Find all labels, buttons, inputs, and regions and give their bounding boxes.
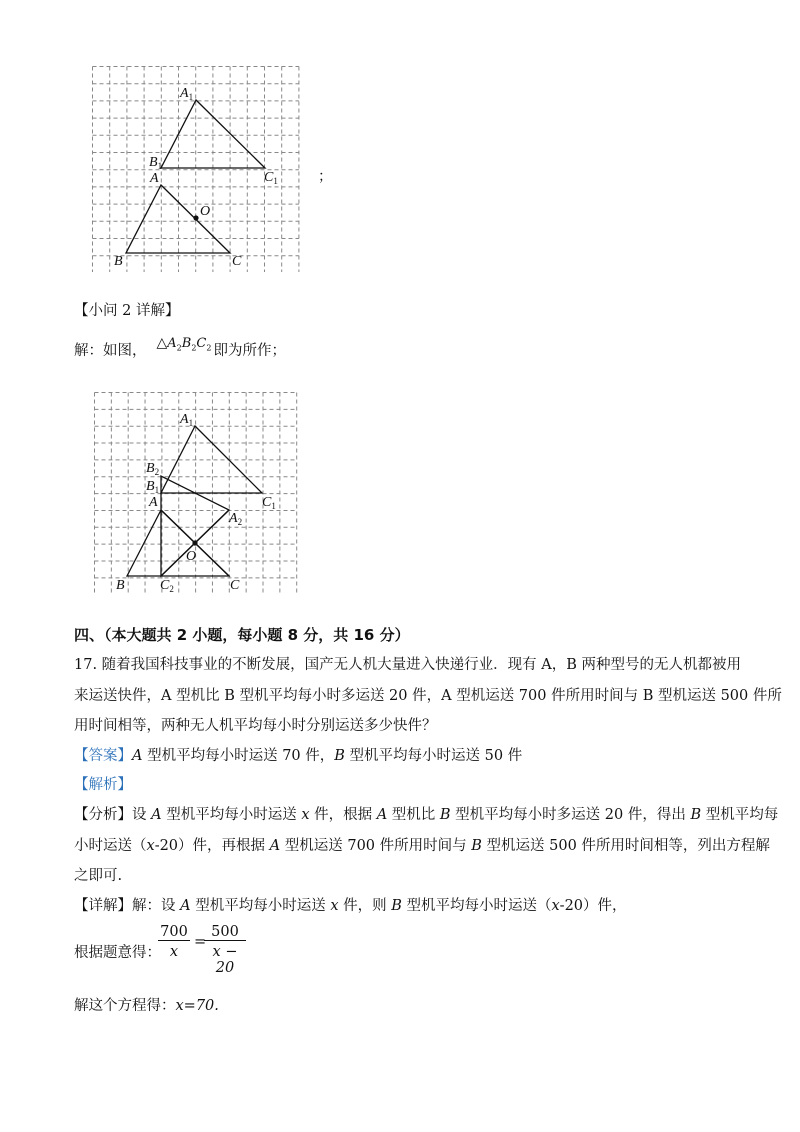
q17-line-3: 用时间相等，两种无人机平均每小时分别运送多少快件？	[74, 718, 437, 734]
text-run: A	[376, 807, 388, 823]
label-a1: $A_1$	[180, 86, 194, 102]
text-run: -20）件，	[559, 898, 627, 914]
answer-tag: 【答案】	[74, 748, 132, 764]
text-run: 型机平均每小时运送 50 件	[344, 748, 523, 764]
label-c: C	[230, 578, 240, 593]
text-run: 件，则	[338, 898, 392, 914]
left-numerator: 700	[160, 924, 188, 940]
triangle-abc	[127, 510, 229, 576]
text-run: 型机平均每小时运送	[161, 807, 302, 823]
text-run: 型机运送 500 件所用时间相等，列出方程解	[481, 838, 770, 854]
subquestion-2-title: 【小问 2 详解】	[74, 303, 180, 319]
solve-prefix: 解这个方程得：	[74, 998, 176, 1014]
label-a: A	[150, 171, 159, 186]
text-run: -20）件，再根据	[154, 838, 270, 854]
equation-right-fraction	[204, 924, 246, 976]
right-numerator: 500	[211, 924, 239, 940]
text-run: 小时运送（	[74, 838, 147, 854]
analysis-tag: 【解析】	[74, 777, 132, 793]
text-run: B	[690, 807, 702, 823]
label-a2: $A_2$	[229, 511, 243, 527]
solution-suffix: 即为所作；	[213, 343, 286, 359]
text-run: 型机平均每小时多运送 20 件，得出	[450, 807, 691, 823]
label-c1: $C_1$	[262, 495, 276, 511]
left-denominator: x	[158, 940, 190, 960]
text-run: B	[439, 807, 451, 823]
text-run: B	[334, 748, 345, 764]
label-b: B	[114, 254, 123, 269]
text-run: A	[269, 838, 281, 854]
label-c: C	[232, 254, 242, 269]
label-o: O	[200, 204, 211, 219]
point-o	[192, 540, 197, 545]
figure-1-grid-diagram	[92, 66, 307, 272]
label-b: B	[116, 578, 125, 593]
label-a1: $A_1$	[180, 412, 194, 428]
analysis-line-3: 之即可.	[74, 868, 123, 884]
label-c2: $C_2$	[160, 578, 174, 594]
text-run: 型机比	[387, 807, 440, 823]
detail-line	[74, 899, 627, 914]
right-denominator: x − 20	[204, 940, 246, 976]
text-run: A	[132, 748, 143, 764]
text-run: x	[146, 838, 155, 854]
text-run: 【分析】设	[74, 807, 152, 823]
text-run: B	[471, 838, 482, 854]
text-run: A	[151, 807, 162, 823]
label-o: O	[186, 549, 197, 564]
text-run: 【详解】解：设	[74, 898, 181, 914]
text-run: 型机运送 700 件所用时间与	[280, 838, 472, 854]
text-run: 型机平均每小时运送（	[401, 898, 552, 914]
text-run: 型机平均每	[701, 807, 779, 823]
text-run: B	[391, 898, 402, 914]
text-run: A	[180, 898, 191, 914]
q17-line-2: 来运送快件，A 型机比 B 型机平均每小时多运送 20 件，A 型机运送 700 件所用时间与 B 型机运送 500 件所	[74, 688, 782, 704]
analysis-line-2	[74, 839, 770, 854]
text-run: x	[301, 807, 310, 823]
answer-text	[132, 748, 522, 764]
equation-left-fraction	[158, 924, 190, 960]
label-b1: $B_1$	[149, 155, 163, 171]
solution-line	[74, 335, 286, 361]
equals-sign: =	[194, 934, 207, 950]
figure-2-grid-diagram	[94, 392, 298, 594]
text-run: 件，根据	[309, 807, 377, 823]
label-c1: $C_1$	[264, 170, 278, 186]
text-run: x	[330, 898, 339, 914]
figure-1-trailing-mark: ；	[318, 169, 333, 185]
solution-prefix: 解：如图，	[74, 343, 147, 359]
triangle-symbol: △	[156, 335, 168, 351]
triangle-name: $A_2B_2C_2$	[167, 336, 212, 353]
text-run: 型机平均每小时运送	[190, 898, 331, 914]
section-4-heading: 四、（本大题共 2 小题，每小题 8 分，共 16 分）	[74, 626, 410, 644]
q17-line-1: 17. 随着我国科技事业的不断发展，国产无人机大量进入快递行业．现有 A，B 两种型号的无人机都被用	[74, 657, 742, 673]
answer-line	[74, 749, 522, 764]
label-b1: $B_1$	[146, 479, 160, 495]
solve-line	[74, 999, 219, 1014]
label-a: A	[149, 495, 158, 510]
text-run: x	[551, 898, 560, 914]
equation-prefix: 根据题意得：	[74, 945, 161, 961]
solve-value: x=70.	[175, 998, 219, 1014]
analysis-line-1	[74, 808, 778, 823]
text-run: 型机平均每小时运送 70 件，	[142, 748, 335, 764]
point-o	[193, 215, 198, 220]
label-b2: $B_2$	[146, 461, 160, 477]
